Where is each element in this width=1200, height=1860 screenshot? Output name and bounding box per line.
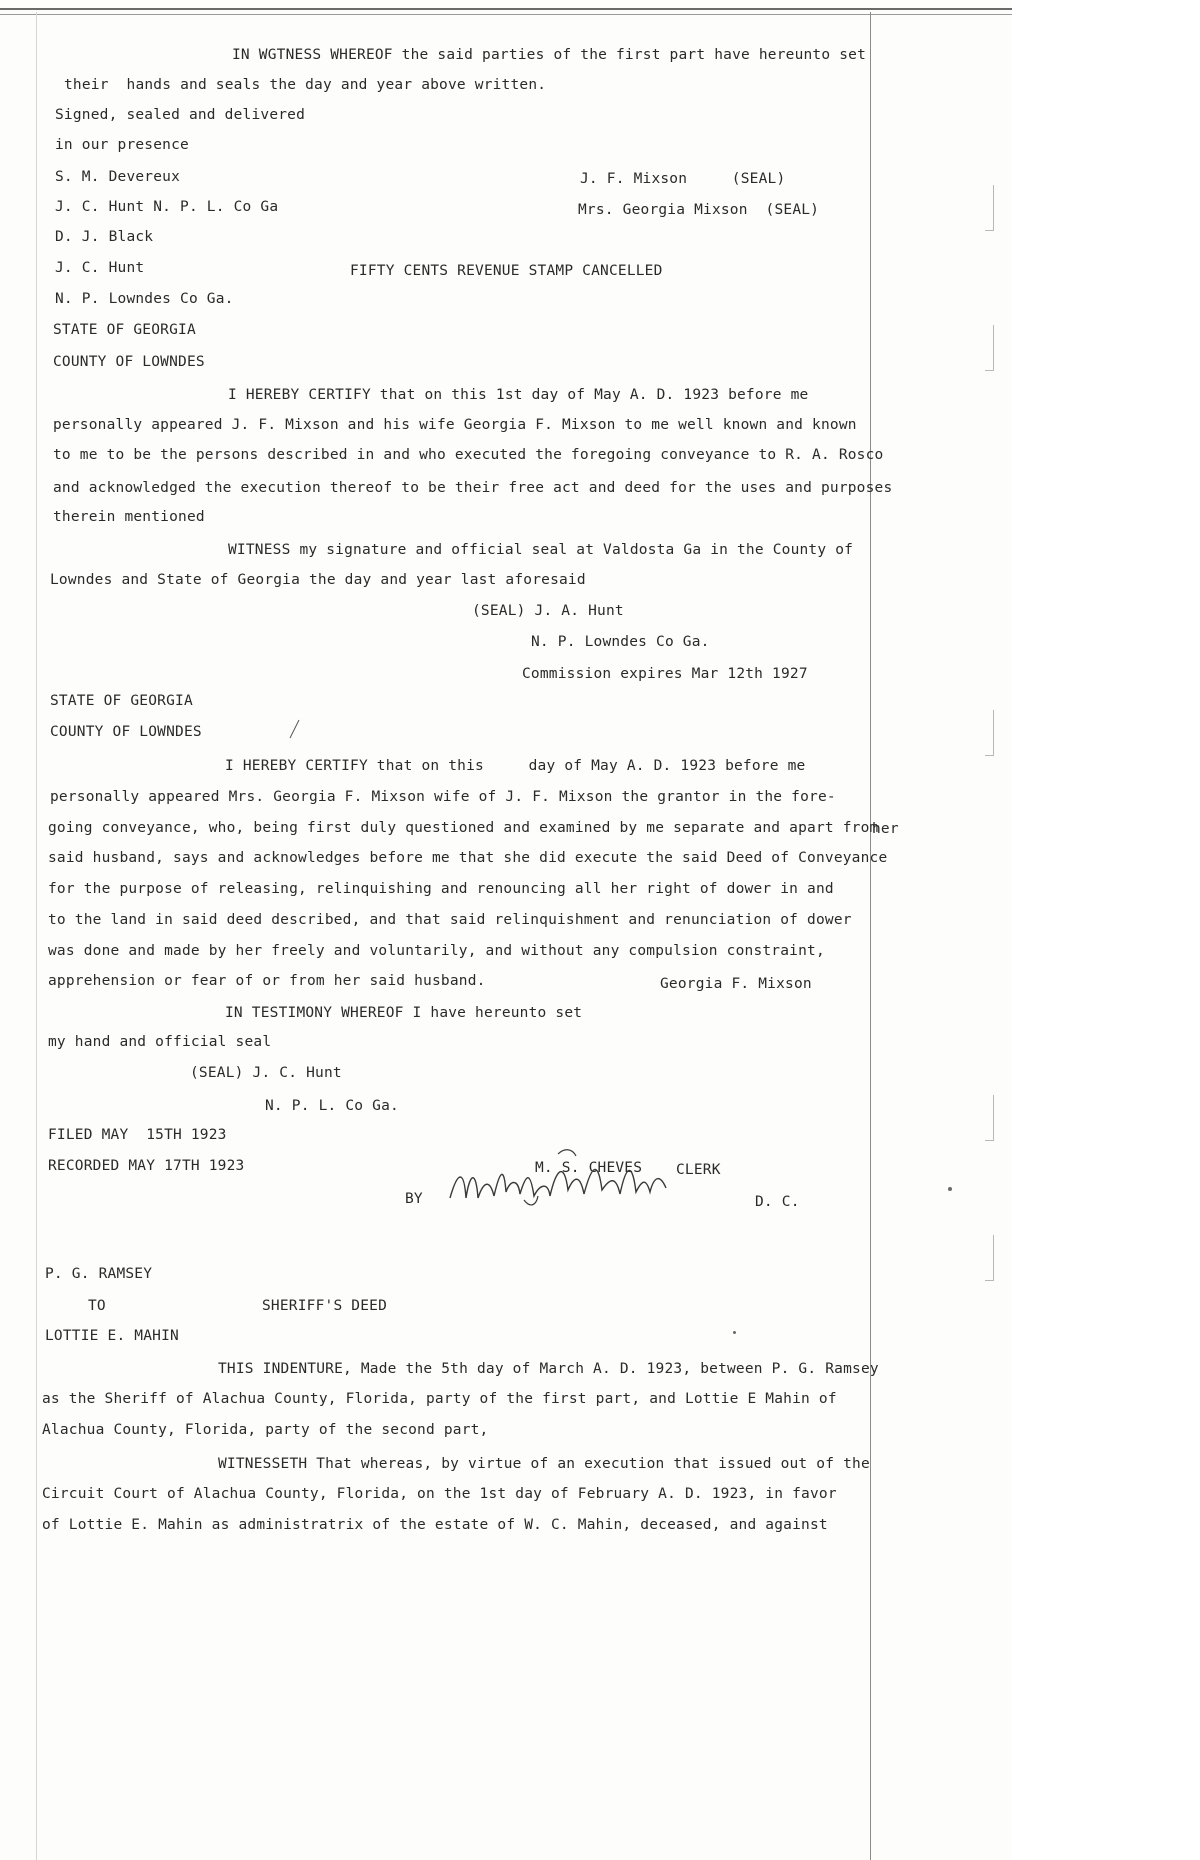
scan-speck — [948, 1187, 952, 1191]
clerk-name: M. S. CHEVES — [535, 1160, 643, 1176]
grantor-signature: Mrs. Georgia Mixson (SEAL) — [578, 202, 820, 218]
top-border-rule — [0, 8, 1012, 15]
witness-clause-line: IN WGTNESS WHEREOF the said parties of the first part have hereunto set — [232, 47, 867, 63]
commission-expiry: Commission expires Mar 12th 1927 — [522, 666, 808, 682]
county-heading: COUNTY OF LOWNDES — [53, 354, 205, 370]
grantor-party: P. G. RAMSEY — [45, 1266, 153, 1282]
deputy-clerk-label: D. C. — [755, 1194, 800, 1210]
pen-stroke-mark — [287, 718, 303, 740]
presence-line: in our presence — [55, 137, 189, 153]
signed-sealed-line: Signed, sealed and delivered — [55, 107, 306, 123]
certificate-line: therein mentioned — [53, 509, 205, 525]
witness-name: J. C. Hunt — [55, 260, 145, 276]
scan-edge-mark — [985, 1095, 994, 1141]
dower-certificate-line: personally appeared Mrs. Georgia F. Mixson wife of J. F. Mixson the grantor in the fore- — [50, 789, 836, 805]
state-heading: STATE OF GEORGIA — [53, 322, 196, 338]
deputy-clerk-handwritten-signature — [440, 1140, 680, 1220]
scan-edge-mark — [985, 325, 994, 371]
indenture-line: THIS INDENTURE, Made the 5th day of March A. D. 1923, between P. G. Ramsey — [218, 1361, 879, 1377]
margin-overflow-text: her — [872, 821, 899, 837]
notary-title: N. P. Lowndes Co Ga. — [531, 634, 710, 650]
dower-certificate-line: said husband, says and acknowledges before me that she did execute the said Deed of Conveyance — [48, 850, 888, 866]
grantor-signature: J. F. Mixson (SEAL) — [580, 171, 786, 187]
notary-title: N. P. Lowndes Co Ga. — [55, 291, 234, 307]
witness-clause-line: their hands and seals the day and year above written. — [64, 77, 547, 93]
indenture-line: as the Sheriff of Alachua County, Florida, party of the first part, and Lottie E Mahin of — [42, 1391, 837, 1407]
county-heading: COUNTY OF LOWNDES — [50, 724, 202, 740]
to-label: TO — [88, 1298, 106, 1314]
deed-type-heading: SHERIFF'S DEED — [262, 1298, 388, 1314]
certificate-line: personally appeared J. F. Mixson and his wife Georgia F. Mixson to me well known and known — [53, 417, 857, 433]
dower-certificate-line: for the purpose of releasing, relinquishing and renouncing all her right of dower in and — [48, 881, 834, 897]
certificate-line: I HEREBY CERTIFY that on this 1st day of May A. D. 1923 before me — [228, 387, 809, 403]
revenue-stamp-note: FIFTY CENTS REVENUE STAMP CANCELLED — [350, 263, 663, 279]
witnesseth-line: WITNESSETH That whereas, by virtue of an execution that issued out of the — [218, 1456, 870, 1472]
dower-certificate-line: going conveyance, who, being first duly questioned and examined by me separate and apart from — [48, 820, 879, 836]
scan-edge-mark — [985, 1235, 994, 1281]
clerk-title: CLERK — [676, 1162, 721, 1178]
notary-seal-signature: (SEAL) J. A. Hunt — [472, 603, 624, 619]
testimony-line: my hand and official seal — [48, 1034, 272, 1050]
scan-edge-mark — [985, 185, 994, 231]
grantee-party: LOTTIE E. MAHIN — [45, 1328, 179, 1344]
testimony-line: IN TESTIMONY WHEREOF I have hereunto set — [225, 1005, 583, 1021]
scan-speck — [733, 1331, 736, 1334]
witness-name: S. M. Devereux — [55, 169, 181, 185]
dower-certificate-line: I HEREBY CERTIFY that on this day of May A. D. 1923 before me — [225, 758, 806, 774]
witnesseth-line: Circuit Court of Alachua County, Florida, on the 1st day of February A. D. 1923, in favor — [42, 1486, 837, 1502]
witness-name: J. C. Hunt N. P. L. Co Ga — [55, 199, 279, 215]
dower-certificate-line: apprehension or fear of or from her said husband. — [48, 973, 486, 989]
right-margin-rule — [870, 12, 871, 1860]
notary-title: N. P. L. Co Ga. — [265, 1098, 399, 1114]
notary-seal-signature: (SEAL) J. C. Hunt — [190, 1065, 342, 1081]
recorded-date: RECORDED MAY 17TH 1923 — [48, 1158, 245, 1174]
indenture-line: Alachua County, Florida, party of the second part, — [42, 1422, 489, 1438]
notary-witness-line: Lowndes and State of Georgia the day and year last aforesaid — [50, 572, 586, 588]
dower-certificate-line: to the land in said deed described, and that said relinquishment and renunciation of dower — [48, 912, 852, 928]
filed-date: FILED MAY 15TH 1923 — [48, 1127, 227, 1143]
witnesseth-line: of Lottie E. Mahin as administratrix of the estate of W. C. Mahin, deceased, and against — [42, 1517, 828, 1533]
notary-witness-line: WITNESS my signature and official seal at Valdosta Ga in the County of — [228, 542, 854, 558]
state-heading: STATE OF GEORGIA — [50, 693, 193, 709]
witness-name: D. J. Black — [55, 229, 154, 245]
certificate-line: and acknowledged the execution thereof to be their free act and deed for the uses and purposes — [53, 480, 893, 496]
left-margin-rule — [36, 12, 37, 1860]
dower-certificate-line: was done and made by her freely and voluntarily, and without any compulsion constraint, — [48, 943, 825, 959]
wife-signature: Georgia F. Mixson — [660, 976, 812, 992]
scan-edge-mark — [985, 710, 994, 756]
by-label: BY — [405, 1191, 423, 1207]
certificate-line: to me to be the persons described in and who executed the foregoing conveyance to R. A. Rosco — [53, 447, 884, 463]
